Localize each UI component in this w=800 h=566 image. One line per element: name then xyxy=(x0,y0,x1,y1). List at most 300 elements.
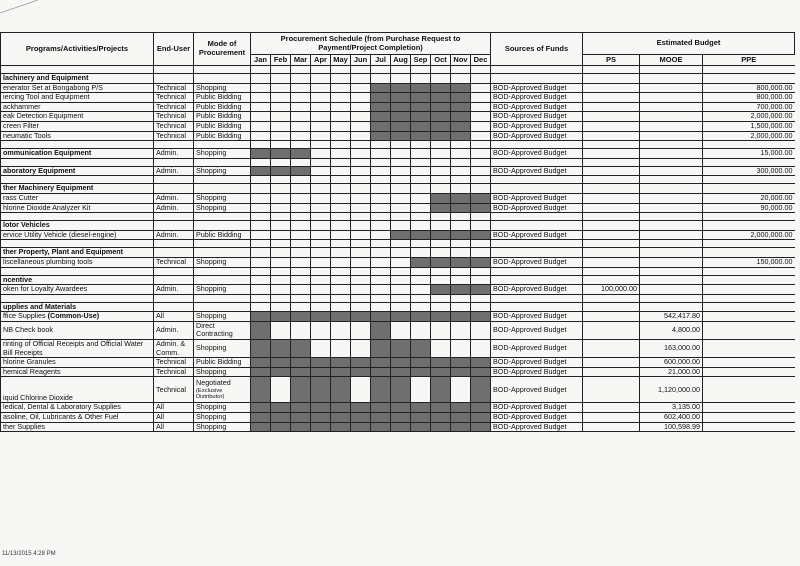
empty-cell xyxy=(703,248,795,258)
schedule-cell xyxy=(371,413,391,423)
schedule-cell xyxy=(431,83,451,93)
empty-cell xyxy=(703,275,795,285)
mode-text: Public Bidding xyxy=(196,92,242,102)
mode-text: Public Bidding xyxy=(196,230,242,239)
schedule-cell xyxy=(271,166,291,176)
mode-text: Shopping xyxy=(196,83,227,92)
end-user-cell: All xyxy=(154,422,194,432)
empty-cell xyxy=(431,66,451,74)
schedule-cell xyxy=(251,166,271,176)
empty-cell xyxy=(331,158,351,166)
mode-cell xyxy=(194,413,251,423)
schedule-cell xyxy=(271,131,291,141)
spacer-row xyxy=(1,213,795,221)
empty-cell xyxy=(703,74,795,84)
mooe-cell xyxy=(640,193,703,203)
empty-cell xyxy=(451,74,471,84)
fund-cell: BOD-Approved Budget xyxy=(491,340,583,358)
item-label-text: ervice Utility Vehicle (diesel-engine) xyxy=(3,230,117,239)
schedule-cell xyxy=(311,367,331,377)
empty-cell xyxy=(640,267,703,275)
ppe-cell: 1,500,000.00 xyxy=(703,121,795,131)
empty-cell xyxy=(194,176,251,184)
fund-cell: BOD-Approved Budget xyxy=(491,149,583,159)
ppe-cell xyxy=(703,285,795,295)
empty-cell xyxy=(311,141,331,149)
empty-cell xyxy=(411,158,431,166)
ps-cell xyxy=(583,149,640,159)
schedule-cell xyxy=(451,422,471,432)
mode-cell xyxy=(194,321,251,339)
month-feb: Feb xyxy=(271,55,291,66)
empty-cell xyxy=(291,221,311,231)
ppe-cell xyxy=(703,367,795,377)
ppe-cell: 800,000.00 xyxy=(703,83,795,93)
empty-cell xyxy=(640,275,703,285)
schedule-cell xyxy=(411,93,431,103)
schedule-cell xyxy=(411,131,431,141)
schedule-cell xyxy=(291,413,311,423)
empty-cell xyxy=(411,184,431,194)
end-user-cell: Admin. xyxy=(154,230,194,240)
schedule-cell xyxy=(391,422,411,432)
empty-cell xyxy=(1,141,154,149)
item-label-text: hlorine Granules xyxy=(3,357,56,367)
empty-cell xyxy=(371,141,391,149)
empty-cell xyxy=(411,275,431,285)
empty-cell xyxy=(154,184,194,194)
ppe-cell: 800,000.00 xyxy=(703,93,795,103)
item-label xyxy=(1,112,154,122)
ps-cell xyxy=(583,321,640,339)
schedule-cell xyxy=(331,377,351,403)
empty-cell xyxy=(251,240,271,248)
empty-cell xyxy=(583,294,640,302)
empty-cell xyxy=(331,74,351,84)
empty-cell xyxy=(331,221,351,231)
empty-cell xyxy=(251,302,271,312)
schedule-cell xyxy=(351,413,371,423)
ppe-cell xyxy=(703,358,795,368)
ps-cell xyxy=(583,112,640,122)
empty-cell xyxy=(1,176,154,184)
schedule-cell xyxy=(311,149,331,159)
mooe-cell xyxy=(640,285,703,295)
schedule-cell xyxy=(251,93,271,103)
mode-text: Shopping xyxy=(196,203,227,212)
schedule-cell xyxy=(451,340,471,358)
empty-cell xyxy=(351,240,371,248)
mooe-cell: 3,135.00 xyxy=(640,403,703,413)
empty-cell xyxy=(194,158,251,166)
item-label xyxy=(1,340,154,358)
schedule-cell xyxy=(391,358,411,368)
schedule-cell xyxy=(291,321,311,339)
mode-cell xyxy=(194,93,251,103)
schedule-cell xyxy=(271,413,291,423)
month-dec: Dec xyxy=(471,55,491,66)
schedule-cell xyxy=(351,149,371,159)
empty-cell xyxy=(194,240,251,248)
empty-cell xyxy=(371,158,391,166)
header-mooe: MOOE xyxy=(640,55,703,66)
schedule-cell xyxy=(351,321,371,339)
ppe-cell xyxy=(703,422,795,432)
empty-cell xyxy=(194,221,251,231)
end-user-cell: Admin. xyxy=(154,321,194,339)
schedule-cell xyxy=(451,321,471,339)
empty-cell xyxy=(194,267,251,275)
item-label xyxy=(1,131,154,141)
schedule-cell xyxy=(451,203,471,213)
schedule-cell xyxy=(411,203,431,213)
schedule-cell xyxy=(311,321,331,339)
schedule-cell xyxy=(351,340,371,358)
schedule-cell xyxy=(371,166,391,176)
mode-cell xyxy=(194,367,251,377)
schedule-cell xyxy=(471,166,491,176)
schedule-cell xyxy=(371,403,391,413)
empty-cell xyxy=(351,302,371,312)
mode-cell xyxy=(194,112,251,122)
schedule-cell xyxy=(411,367,431,377)
schedule-cell xyxy=(391,93,411,103)
empty-cell xyxy=(391,221,411,231)
mooe-cell xyxy=(640,166,703,176)
empty-cell xyxy=(251,267,271,275)
item-label-text: creen Filter xyxy=(3,121,39,130)
schedule-cell xyxy=(291,422,311,432)
empty-cell xyxy=(411,141,431,149)
schedule-cell xyxy=(371,321,391,339)
empty-cell xyxy=(1,267,154,275)
empty-cell xyxy=(431,176,451,184)
schedule-cell xyxy=(291,367,311,377)
month-apr: Apr xyxy=(311,55,331,66)
schedule-cell xyxy=(471,377,491,403)
table-row xyxy=(1,149,795,159)
month-sep: Sep xyxy=(411,55,431,66)
schedule-cell xyxy=(371,83,391,93)
page-fold-mark xyxy=(0,0,40,14)
table-row xyxy=(1,93,795,103)
empty-cell xyxy=(471,158,491,166)
header-sources: Sources of Funds xyxy=(491,33,583,66)
empty-cell xyxy=(703,267,795,275)
empty-cell xyxy=(251,221,271,231)
schedule-cell xyxy=(291,230,311,240)
ps-cell xyxy=(583,102,640,112)
schedule-cell xyxy=(251,193,271,203)
empty-cell xyxy=(583,221,640,231)
schedule-cell xyxy=(331,166,351,176)
fund-cell: BOD-Approved Budget xyxy=(491,121,583,131)
schedule-cell xyxy=(311,340,331,358)
empty-cell xyxy=(154,141,194,149)
end-user-cell: Technical xyxy=(154,121,194,131)
empty-cell xyxy=(391,184,411,194)
schedule-cell xyxy=(351,83,371,93)
item-label-text: liscellaneous plumbing tools xyxy=(3,257,93,266)
category-row xyxy=(1,302,795,312)
item-label xyxy=(1,285,154,295)
mooe-cell: 163,000.00 xyxy=(640,340,703,358)
schedule-cell xyxy=(411,413,431,423)
empty-cell xyxy=(311,213,331,221)
empty-cell xyxy=(311,158,331,166)
empty-cell xyxy=(431,184,451,194)
header-programs: Programs/Activities/Projects xyxy=(1,33,154,66)
schedule-cell xyxy=(471,83,491,93)
schedule-cell xyxy=(311,230,331,240)
table-row xyxy=(1,230,795,240)
schedule-cell xyxy=(351,285,371,295)
empty-cell xyxy=(411,176,431,184)
empty-cell xyxy=(194,213,251,221)
empty-cell xyxy=(391,294,411,302)
ps-cell xyxy=(583,257,640,267)
empty-cell xyxy=(451,66,471,74)
empty-cell xyxy=(451,221,471,231)
schedule-cell xyxy=(251,413,271,423)
empty-cell xyxy=(391,275,411,285)
schedule-cell xyxy=(371,230,391,240)
schedule-cell xyxy=(291,340,311,358)
schedule-cell xyxy=(431,285,451,295)
schedule-cell xyxy=(331,230,351,240)
item-label-emphasis: (Common-Use) xyxy=(47,311,100,321)
empty-cell xyxy=(451,267,471,275)
empty-cell xyxy=(640,141,703,149)
schedule-cell xyxy=(271,367,291,377)
empty-cell xyxy=(431,221,451,231)
schedule-cell xyxy=(291,312,311,322)
empty-cell xyxy=(291,275,311,285)
fund-cell: BOD-Approved Budget xyxy=(491,131,583,141)
mooe-cell xyxy=(640,121,703,131)
empty-cell xyxy=(431,248,451,258)
spacer-row xyxy=(1,267,795,275)
spacer-row xyxy=(1,66,795,74)
empty-cell xyxy=(411,240,431,248)
empty-cell xyxy=(311,221,331,231)
schedule-cell xyxy=(431,93,451,103)
schedule-cell xyxy=(451,193,471,203)
end-user-cell: Technical xyxy=(154,102,194,112)
mooe-cell: 600,000.00 xyxy=(640,358,703,368)
empty-cell xyxy=(640,158,703,166)
schedule-cell xyxy=(291,166,311,176)
print-timestamp: 11/13/2015 4:28 PM xyxy=(2,551,56,557)
schedule-cell xyxy=(471,321,491,339)
empty-cell xyxy=(154,176,194,184)
end-user-cell: Admin. xyxy=(154,285,194,295)
schedule-cell xyxy=(391,257,411,267)
schedule-cell xyxy=(371,112,391,122)
schedule-cell xyxy=(251,285,271,295)
mode-text: Shopping xyxy=(196,422,227,431)
schedule-cell xyxy=(251,149,271,159)
empty-cell xyxy=(431,267,451,275)
empty-cell xyxy=(1,158,154,166)
empty-cell xyxy=(640,302,703,312)
schedule-cell xyxy=(371,422,391,432)
empty-cell xyxy=(371,248,391,258)
mooe-cell: 602,400.00 xyxy=(640,413,703,423)
schedule-cell xyxy=(431,312,451,322)
empty-cell xyxy=(251,158,271,166)
ps-cell xyxy=(583,413,640,423)
empty-cell xyxy=(411,213,431,221)
schedule-cell xyxy=(331,312,351,322)
ps-cell xyxy=(583,312,640,322)
schedule-cell xyxy=(451,285,471,295)
empty-cell xyxy=(1,213,154,221)
schedule-cell xyxy=(271,257,291,267)
fund-cell: BOD-Approved Budget xyxy=(491,83,583,93)
empty-cell xyxy=(351,275,371,285)
end-user-cell: Technical xyxy=(154,83,194,93)
schedule-cell xyxy=(331,367,351,377)
mode-text: Shopping xyxy=(196,367,227,376)
schedule-cell xyxy=(431,193,451,203)
schedule-cell xyxy=(371,367,391,377)
category-row xyxy=(1,74,795,84)
empty-cell xyxy=(351,248,371,258)
schedule-cell xyxy=(251,230,271,240)
item-label-text: iquid Chlorine Dioxide xyxy=(3,392,73,402)
mode-cell xyxy=(194,285,251,295)
empty-cell xyxy=(391,158,411,166)
schedule-cell xyxy=(351,93,371,103)
mode-text: Public Bidding xyxy=(196,131,242,140)
schedule-cell xyxy=(351,193,371,203)
schedule-cell xyxy=(391,340,411,358)
schedule-cell xyxy=(351,377,371,403)
category-row xyxy=(1,248,795,258)
schedule-cell xyxy=(311,257,331,267)
empty-cell xyxy=(451,158,471,166)
empty-cell xyxy=(311,248,331,258)
schedule-cell xyxy=(411,230,431,240)
empty-cell xyxy=(291,267,311,275)
empty-cell xyxy=(331,176,351,184)
schedule-cell xyxy=(391,149,411,159)
empty-cell xyxy=(311,74,331,84)
schedule-cell xyxy=(271,312,291,322)
schedule-cell xyxy=(331,121,351,131)
schedule-cell xyxy=(451,112,471,122)
empty-cell xyxy=(411,66,431,74)
schedule-cell xyxy=(251,131,271,141)
empty-cell xyxy=(391,141,411,149)
ps-cell: 100,000.00 xyxy=(583,285,640,295)
empty-cell xyxy=(431,302,451,312)
empty-cell xyxy=(471,221,491,231)
schedule-cell xyxy=(311,413,331,423)
mooe-cell xyxy=(640,257,703,267)
category-row xyxy=(1,221,795,231)
month-jul: Jul xyxy=(371,55,391,66)
category-label: ncentive xyxy=(1,275,154,285)
end-user-cell: Admin. xyxy=(154,193,194,203)
empty-cell xyxy=(583,74,640,84)
schedule-cell xyxy=(331,83,351,93)
empty-cell xyxy=(491,302,583,312)
empty-cell xyxy=(703,141,795,149)
schedule-cell xyxy=(391,203,411,213)
schedule-cell xyxy=(371,93,391,103)
empty-cell xyxy=(351,66,371,74)
ppe-cell xyxy=(703,312,795,322)
schedule-cell xyxy=(331,149,351,159)
fund-cell: BOD-Approved Budget xyxy=(491,112,583,122)
empty-cell xyxy=(640,240,703,248)
schedule-cell xyxy=(311,102,331,112)
empty-cell xyxy=(451,141,471,149)
mooe-cell xyxy=(640,102,703,112)
schedule-cell xyxy=(311,203,331,213)
schedule-cell xyxy=(251,203,271,213)
schedule-cell xyxy=(251,257,271,267)
table-row xyxy=(1,112,795,122)
fund-cell: BOD-Approved Budget xyxy=(491,285,583,295)
schedule-cell xyxy=(271,121,291,131)
schedule-cell xyxy=(331,422,351,432)
empty-cell xyxy=(351,221,371,231)
spacer-row xyxy=(1,141,795,149)
empty-cell xyxy=(471,213,491,221)
schedule-cell xyxy=(271,230,291,240)
schedule-cell xyxy=(471,93,491,103)
schedule-cell xyxy=(411,112,431,122)
schedule-cell xyxy=(371,377,391,403)
ppe-cell: 2,000,000.00 xyxy=(703,131,795,141)
schedule-cell xyxy=(391,367,411,377)
empty-cell xyxy=(583,275,640,285)
empty-cell xyxy=(251,66,271,74)
schedule-cell xyxy=(371,203,391,213)
empty-cell xyxy=(491,66,583,74)
schedule-cell xyxy=(371,149,391,159)
schedule-cell xyxy=(311,112,331,122)
schedule-cell xyxy=(431,131,451,141)
schedule-cell xyxy=(371,102,391,112)
ppe-cell xyxy=(703,321,795,339)
empty-cell xyxy=(411,294,431,302)
schedule-cell xyxy=(291,193,311,203)
mode-cell xyxy=(194,340,251,358)
ppe-cell: 2,000,000.00 xyxy=(703,112,795,122)
empty-cell xyxy=(271,294,291,302)
schedule-cell xyxy=(351,102,371,112)
fund-cell: BOD-Approved Budget xyxy=(491,377,583,403)
empty-cell xyxy=(331,213,351,221)
schedule-cell xyxy=(371,358,391,368)
empty-cell xyxy=(640,248,703,258)
empty-cell xyxy=(391,213,411,221)
empty-cell xyxy=(411,302,431,312)
end-user-cell: Technical xyxy=(154,257,194,267)
schedule-cell xyxy=(351,367,371,377)
end-user-cell: Technical xyxy=(154,93,194,103)
schedule-cell xyxy=(251,377,271,403)
schedule-cell xyxy=(431,367,451,377)
schedule-cell xyxy=(391,166,411,176)
schedule-cell xyxy=(471,403,491,413)
schedule-cell xyxy=(431,340,451,358)
schedule-cell xyxy=(451,121,471,131)
